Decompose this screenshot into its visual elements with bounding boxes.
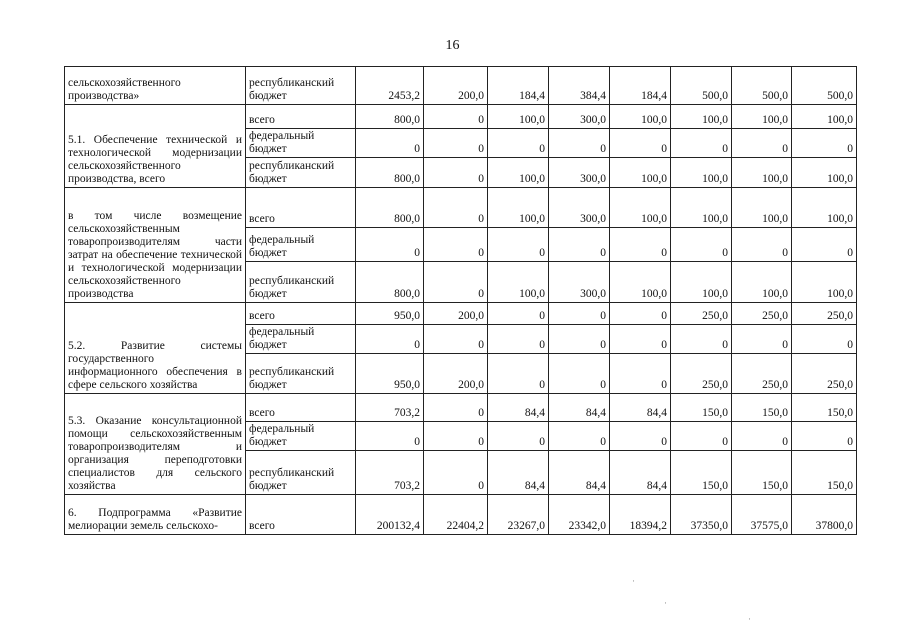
amount-cell: 23342,0: [549, 495, 610, 535]
amount-cell: 0: [424, 158, 488, 188]
amount-cell: 150,0: [732, 394, 792, 422]
amount-cell: 100,0: [732, 262, 792, 303]
table-row: [65, 67, 857, 105]
amount-cell: 0: [549, 325, 610, 354]
amount-cell: 250,0: [732, 303, 792, 325]
amount-cell: 0: [356, 325, 424, 354]
amount-cell: 300,0: [549, 105, 610, 129]
amount-cell: 150,0: [792, 394, 857, 422]
amount-cell: 0: [792, 422, 857, 451]
amount-cell: 100,0: [610, 158, 671, 188]
amount-cell: 300,0: [549, 262, 610, 303]
amount-cell: 0: [488, 303, 549, 325]
amount-cell: 0: [732, 325, 792, 354]
amount-cell: 100,0: [488, 262, 549, 303]
amount-cell: 100,0: [732, 158, 792, 188]
amount-cell: 0: [356, 422, 424, 451]
amount-cell: 0: [424, 188, 488, 228]
amount-cell: 800,0: [356, 158, 424, 188]
amount-cell: 2453,2: [356, 67, 424, 105]
table-row: [65, 188, 857, 228]
funding-source: всего: [246, 188, 356, 228]
funding-source: всего: [246, 394, 356, 422]
amount-cell: 0: [732, 422, 792, 451]
amount-cell: 150,0: [671, 394, 732, 422]
amount-cell: 37575,0: [732, 495, 792, 535]
amount-cell: 0: [610, 228, 671, 262]
amount-cell: 22404,2: [424, 495, 488, 535]
amount-cell: 300,0: [549, 158, 610, 188]
funding-source: федеральный бюджет: [246, 422, 356, 451]
amount-cell: 0: [549, 303, 610, 325]
amount-cell: 184,4: [488, 67, 549, 105]
amount-cell: 150,0: [671, 451, 732, 495]
amount-cell: 0: [671, 422, 732, 451]
amount-cell: 250,0: [792, 354, 857, 394]
amount-cell: 0: [424, 262, 488, 303]
amount-cell: 0: [671, 228, 732, 262]
scan-speck: ·: [664, 598, 667, 608]
amount-cell: 200,0: [424, 303, 488, 325]
amount-cell: 100,0: [792, 158, 857, 188]
item-description: 5.3. Оказание консультационной помощи сельскохозяйственным товаропроизводителям и организация переподготовки специалистов для сельского хозяйства: [65, 394, 246, 495]
amount-cell: 0: [610, 422, 671, 451]
amount-cell: 0: [610, 129, 671, 158]
amount-cell: 0: [610, 303, 671, 325]
amount-cell: 0: [424, 105, 488, 129]
funding-source: федеральный бюджет: [246, 325, 356, 354]
amount-cell: 37800,0: [792, 495, 857, 535]
amount-cell: 150,0: [792, 451, 857, 495]
amount-cell: 384,4: [549, 67, 610, 105]
funding-source: республиканский бюджет: [246, 67, 356, 105]
amount-cell: 800,0: [356, 188, 424, 228]
funding-source: республиканский бюджет: [246, 262, 356, 303]
amount-cell: 184,4: [610, 67, 671, 105]
amount-cell: 0: [671, 129, 732, 158]
amount-cell: 84,4: [488, 451, 549, 495]
amount-cell: 300,0: [549, 188, 610, 228]
amount-cell: 0: [792, 325, 857, 354]
amount-cell: 0: [549, 354, 610, 394]
funding-source: федеральный бюджет: [246, 228, 356, 262]
amount-cell: 950,0: [356, 354, 424, 394]
amount-cell: 0: [732, 228, 792, 262]
amount-cell: 0: [424, 325, 488, 354]
amount-cell: 0: [549, 228, 610, 262]
amount-cell: 200,0: [424, 354, 488, 394]
amount-cell: 500,0: [671, 67, 732, 105]
table-row: [65, 105, 857, 129]
amount-cell: 0: [488, 228, 549, 262]
scan-speck: ·: [632, 576, 635, 586]
amount-cell: 100,0: [792, 262, 857, 303]
amount-cell: 100,0: [671, 262, 732, 303]
amount-cell: 200132,4: [356, 495, 424, 535]
item-description: 6. Подпрограмма «Развитие мелиорации земель сельскохо-: [65, 495, 246, 535]
amount-cell: 0: [610, 325, 671, 354]
table-row: [65, 394, 857, 422]
amount-cell: 100,0: [488, 188, 549, 228]
amount-cell: 703,2: [356, 451, 424, 495]
amount-cell: 100,0: [671, 188, 732, 228]
amount-cell: 100,0: [732, 105, 792, 129]
amount-cell: 950,0: [356, 303, 424, 325]
amount-cell: 500,0: [792, 67, 857, 105]
item-description: 5.2. Развитие системы государственного информационного обеспечения в сфере сельского хозяйства: [65, 303, 246, 394]
budget-table: [64, 66, 857, 535]
amount-cell: 200,0: [424, 67, 488, 105]
amount-cell: 84,4: [610, 451, 671, 495]
amount-cell: 250,0: [671, 303, 732, 325]
amount-cell: 0: [610, 354, 671, 394]
funding-source: федеральный бюджет: [246, 129, 356, 158]
amount-cell: 0: [488, 129, 549, 158]
funding-source: всего: [246, 495, 356, 535]
amount-cell: 100,0: [610, 188, 671, 228]
amount-cell: 500,0: [732, 67, 792, 105]
amount-cell: 0: [488, 422, 549, 451]
amount-cell: 84,4: [549, 394, 610, 422]
scan-speck: ·: [748, 614, 751, 624]
funding-source: республиканский бюджет: [246, 451, 356, 495]
amount-cell: 84,4: [610, 394, 671, 422]
amount-cell: 250,0: [732, 354, 792, 394]
table-row: [65, 303, 857, 325]
amount-cell: 250,0: [671, 354, 732, 394]
amount-cell: 0: [424, 451, 488, 495]
amount-cell: 100,0: [671, 158, 732, 188]
amount-cell: 100,0: [488, 158, 549, 188]
amount-cell: 0: [424, 394, 488, 422]
amount-cell: 0: [671, 325, 732, 354]
amount-cell: 37350,0: [671, 495, 732, 535]
amount-cell: 0: [424, 129, 488, 158]
page-number: 16: [445, 38, 460, 53]
item-description: в том числе возмещение сельскохозяйственным товаропроизводителям части затрат на обеспечение технической и технологической модернизации сельскохозяйственного производства: [65, 188, 246, 303]
amount-cell: 100,0: [610, 105, 671, 129]
amount-cell: 800,0: [356, 262, 424, 303]
amount-cell: 100,0: [610, 262, 671, 303]
amount-cell: 0: [732, 129, 792, 158]
amount-cell: 0: [488, 325, 549, 354]
funding-source: всего: [246, 105, 356, 129]
amount-cell: 100,0: [792, 188, 857, 228]
funding-source: республиканский бюджет: [246, 158, 356, 188]
item-description: сельскохозяйственного производства»: [65, 67, 246, 105]
funding-source: республиканский бюджет: [246, 354, 356, 394]
item-description: 5.1. Обеспечение технической и технологической модернизации сельскохозяйственного производства, всего: [65, 105, 246, 188]
amount-cell: 0: [424, 228, 488, 262]
amount-cell: 250,0: [792, 303, 857, 325]
amount-cell: 100,0: [671, 105, 732, 129]
amount-cell: 0: [792, 228, 857, 262]
amount-cell: 0: [488, 354, 549, 394]
amount-cell: 100,0: [792, 105, 857, 129]
amount-cell: 84,4: [488, 394, 549, 422]
amount-cell: 800,0: [356, 105, 424, 129]
amount-cell: 18394,2: [610, 495, 671, 535]
amount-cell: 23267,0: [488, 495, 549, 535]
amount-cell: 100,0: [732, 188, 792, 228]
amount-cell: 84,4: [549, 451, 610, 495]
amount-cell: 0: [356, 129, 424, 158]
amount-cell: 703,2: [356, 394, 424, 422]
amount-cell: 150,0: [732, 451, 792, 495]
amount-cell: 0: [424, 422, 488, 451]
funding-source: всего: [246, 303, 356, 325]
table-row: [65, 495, 857, 535]
amount-cell: 0: [792, 129, 857, 158]
amount-cell: 0: [356, 228, 424, 262]
amount-cell: 0: [549, 422, 610, 451]
amount-cell: 0: [549, 129, 610, 158]
amount-cell: 100,0: [488, 105, 549, 129]
